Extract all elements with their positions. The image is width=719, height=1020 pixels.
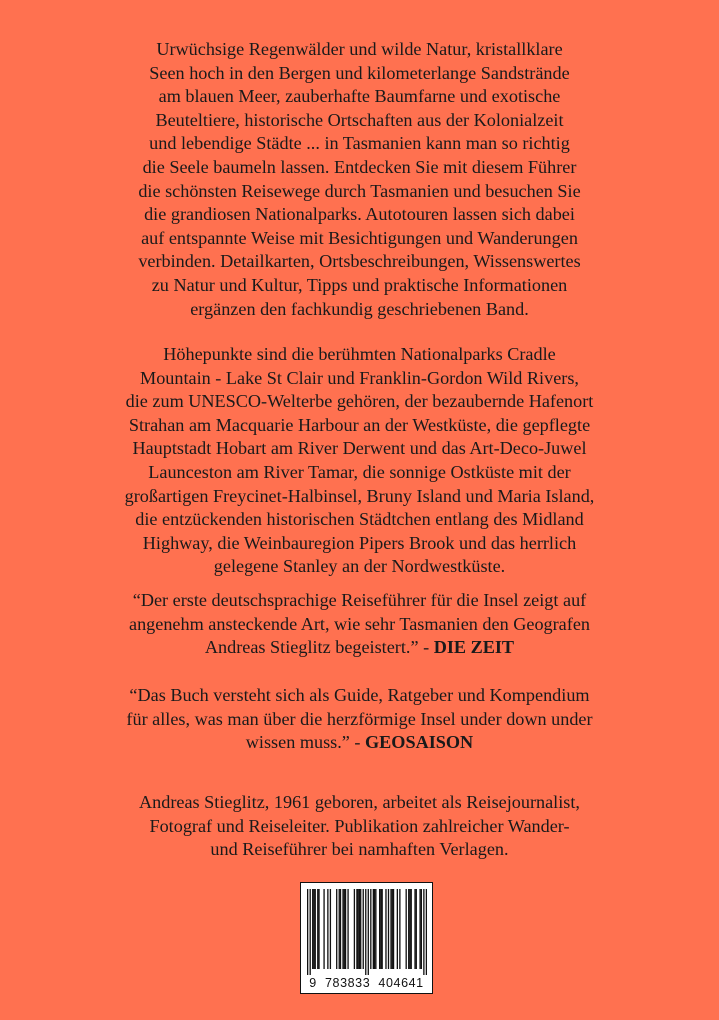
intro-line: die schönsten Reisewege durch Tasmanien und besuchen Sie <box>138 180 581 201</box>
barcode-bar <box>379 889 380 969</box>
barcode-bar <box>340 889 341 969</box>
barcode-bar <box>368 889 369 975</box>
barcode-bar <box>426 889 427 975</box>
intro-line: die grandiosen Nationalparks. Autotouren lassen sich dabei <box>144 204 575 225</box>
intro-line: verbinden. Detailkarten, Ortsbeschreibungen, Wissenswertes <box>138 251 581 272</box>
intro-line: am blauen Meer, zauberhafte Baumfarne und exotische <box>158 86 561 107</box>
barcode-bar <box>393 889 394 969</box>
barcode-bar <box>310 889 311 975</box>
barcode-bar <box>411 889 412 969</box>
highlights-line: großartigen Freycinet-Halbinsel, Bruny Island und Maria Island, <box>124 485 595 506</box>
quote-source: GEOSAISON <box>365 732 474 753</box>
barcode-bar <box>363 889 364 969</box>
barcode-bar <box>399 889 400 969</box>
highlights-line: die entzückenden historischen Städtchen entlang des Midland <box>135 509 584 530</box>
barcode-bar <box>370 889 371 969</box>
intro-line: Beuteltiere, historische Ortschaften aus der Kolonialzeit <box>155 109 564 130</box>
barcode-digits: 9 783833 404641 <box>309 976 424 990</box>
barcode-bar <box>347 889 348 969</box>
intro-line: und lebendige Städte ... in Tasmanien kann man so richtig <box>149 133 570 154</box>
barcode-bar <box>342 889 343 969</box>
barcode-bar <box>360 889 361 969</box>
intro-line: zu Natur und Kultur, Tipps und praktische Informationen <box>151 274 568 295</box>
highlights-line: Höhepunkte sind die berühmten Nationalparks Cradle <box>163 344 556 364</box>
barcode-bar <box>406 889 407 969</box>
barcode-bar <box>336 889 337 969</box>
intro-line: auf entspannte Weise mit Besichtigungen und Wanderungen <box>141 227 578 248</box>
barcode-bar <box>385 889 386 969</box>
quote-source: DIE ZEIT <box>433 637 515 658</box>
author-line: Fotograf und Reiseleiter. Publikation zahlreicher Wander- <box>149 815 570 836</box>
highlights-line: Mountain - Lake St Clair und Franklin-Gordon Wild Rivers, <box>140 367 579 388</box>
quote-line <box>60 636 659 660</box>
barcode-bar <box>330 889 331 969</box>
quote-line: “Das Buch versteht sich als Guide, Ratgeber und Kompendium <box>129 685 590 705</box>
review-quote-geosaison <box>60 684 659 755</box>
highlights-line: Hauptstadt Hobart am River Derwent und das Art-Deco-Juwel <box>132 438 587 459</box>
highlights-line: die zum UNESCO-Welterbe gehören, der bezaubernde Hafenort <box>125 391 594 412</box>
barcode-bar <box>345 889 346 969</box>
quote-text: wissen muss.” - <box>245 732 366 753</box>
barcode-bar <box>313 889 314 969</box>
barcode-bar <box>354 889 355 969</box>
author-bio <box>60 791 659 862</box>
intro-line: Urwüchsige Regenwälder und wilde Natur, kristallklare <box>156 39 563 59</box>
barcode-bar <box>382 889 383 969</box>
highlights-paragraph <box>60 343 659 579</box>
barcode-bar <box>409 889 410 969</box>
highlights-line: Launceston am River Tamar, die sonnige Ostküste mit der <box>148 461 571 482</box>
barcode-bar <box>307 889 308 975</box>
barcode-bar <box>375 889 376 969</box>
barcode-bar <box>416 889 417 969</box>
barcode-bar <box>419 889 420 969</box>
barcode-bar <box>388 889 389 969</box>
barcode-bar <box>390 889 391 969</box>
barcode-bar <box>408 889 409 969</box>
barcode-bar <box>315 889 316 969</box>
review-quote-zeit <box>60 589 659 660</box>
barcode-bar <box>327 889 328 969</box>
barcode-bar <box>365 889 366 975</box>
barcode-bars <box>307 889 427 975</box>
isbn-barcode <box>300 882 433 994</box>
barcode-bar <box>380 889 381 969</box>
intro-line: ergänzen den fachkundig geschriebenen Band. <box>190 298 529 319</box>
barcode-bar <box>374 889 375 969</box>
barcode-bar <box>414 889 415 969</box>
author-line: Andreas Stieglitz, 1961 geboren, arbeitet als Reisejournalist, <box>139 792 580 812</box>
intro-paragraph <box>60 38 659 321</box>
intro-line: Seen hoch in den Bergen und kilometerlange Sandstrände <box>149 62 570 83</box>
barcode-bar <box>397 889 398 969</box>
barcode-bar <box>421 889 422 969</box>
author-line: und Reiseführer bei namhaften Verlagen. <box>210 839 509 860</box>
quote-line: angenehm ansteckende Art, wie sehr Tasmanien den Geografen <box>129 613 590 634</box>
barcode-bar <box>423 889 424 975</box>
barcode-bar <box>356 889 357 969</box>
intro-line: die Seele baumeln lassen. Entdecken Sie mit diesem Führer <box>142 156 577 177</box>
barcode-bar <box>339 889 340 969</box>
highlights-line: gelegene Stanley an der Nordwestküste. <box>213 556 506 577</box>
barcode-bar <box>318 889 319 969</box>
barcode-bar <box>359 889 360 969</box>
barcode-bar <box>344 889 345 969</box>
quote-line <box>60 731 659 755</box>
quote-line: für alles, was man über die herzförmige Insel under down under <box>126 708 593 729</box>
highlights-line: Highway, die Weinbauregion Pipers Brook und das herrlich <box>142 532 577 553</box>
barcode-bar <box>373 889 374 969</box>
quote-text: Andreas Stieglitz begeistert.” - <box>204 637 434 658</box>
barcode-bar <box>312 889 313 969</box>
highlights-line: Strahan am Macquarie Harbour an der Westküste, die gepflegte <box>128 414 591 435</box>
barcode-bar <box>323 889 324 969</box>
barcode-bar <box>317 889 318 969</box>
quote-line: “Der erste deutschsprachige Reiseführer für die Insel zeigt auf <box>132 590 587 610</box>
barcode-bar <box>392 889 393 969</box>
barcode-bar <box>358 889 359 969</box>
